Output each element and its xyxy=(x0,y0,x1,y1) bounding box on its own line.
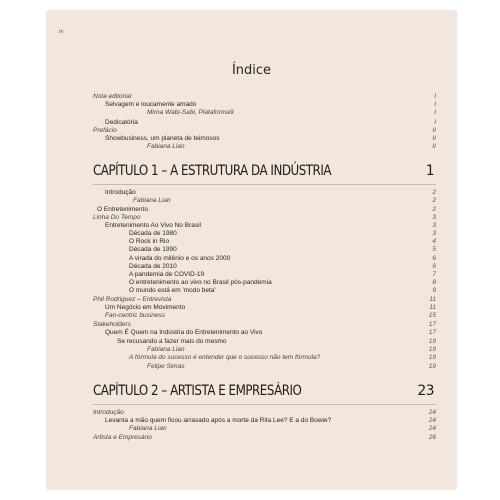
toc-entry-author: Fabiana Lian 19 xyxy=(147,346,436,353)
chapter-heading-1[interactable]: CAPÍTULO 1 – A ESTRUTURA DA INDÚSTRIA 1 xyxy=(93,163,434,179)
toc-entry-author: Fabiana Lian 24 xyxy=(129,425,436,432)
page-number: iv xyxy=(59,29,64,35)
chapter-divider xyxy=(93,404,436,405)
toc-entry[interactable]: Nota editorial I xyxy=(93,93,436,100)
toc-entry[interactable]: O entretenimento ao vivo no Brasil pós-pandemia 8 xyxy=(129,279,436,286)
toc-entry[interactable]: Se recusando a fazer mais do mesmo 19 xyxy=(117,338,436,345)
toc-entry[interactable]: Um Negócio em Movimento 11 xyxy=(105,304,436,311)
toc-entry-author: Mirna Wabi-Sabi, Plataforma9 I xyxy=(147,109,436,116)
toc-entry[interactable]: Dedicatória I xyxy=(105,119,436,126)
toc-entry[interactable]: Linha Do Tempo 3 xyxy=(93,214,436,221)
toc-entry[interactable]: Década de 1980 3 xyxy=(129,230,436,237)
toc-entry[interactable]: A fórmula do sucesso é entender que o sucesso não tem fórmula? 19 xyxy=(129,354,436,361)
toc-entry[interactable]: O mundo está em 'modo beta' 9 xyxy=(129,287,436,294)
toc-entry[interactable]: Selvagem e loucamente amado I xyxy=(105,101,436,108)
toc-entry[interactable]: Quem É Quem na Indústria do Entretenimento ao Vivo 17 xyxy=(105,329,436,336)
toc-entry[interactable]: Entretenimento Ao Vivo No Brasil 3 xyxy=(105,222,436,229)
toc-entry[interactable]: Showbusiness, um planeta de teimosos II xyxy=(105,135,436,142)
toc-entry[interactable]: Stakeholders 17 xyxy=(93,321,436,328)
toc-entry[interactable]: Introdução 24 xyxy=(93,409,436,416)
toc-entry[interactable]: Introdução 2 xyxy=(105,189,436,196)
toc-entry-author: Felipe Simas 19 xyxy=(147,363,436,370)
toc-entry[interactable]: A pandemia de COVID-19 7 xyxy=(129,271,436,278)
toc-entry[interactable]: O Rock in Rio 4 xyxy=(129,238,436,245)
toc-entry[interactable]: Levanta a mão quem ficou arrasado após a morte da Rita Lee? E a do Bowie? 24 xyxy=(105,417,436,424)
toc-entry-author: Fabiana Lian II xyxy=(147,143,436,150)
toc-entry[interactable]: Artista e Empresário 26 xyxy=(93,434,436,441)
toc-entry[interactable]: Década de 1990 5 xyxy=(129,246,436,253)
toc-title: Índice xyxy=(231,63,272,78)
toc-entry-author: Fabiana Lian 2 xyxy=(133,197,436,204)
toc-entry[interactable]: Prefácio II xyxy=(93,127,436,134)
book-page xyxy=(47,11,456,489)
chapter-heading-2[interactable]: CAPÍTULO 2 – ARTISTA E EMPRESÁRIO 23 xyxy=(93,383,434,399)
toc-entry[interactable]: Fan-centric business 15 xyxy=(105,312,436,319)
toc-entry[interactable]: A virada do milênio e os anos 2000 6 xyxy=(129,255,436,262)
chapter-divider xyxy=(93,184,436,185)
toc-entry[interactable]: O Entretenimento 2 xyxy=(97,206,436,213)
toc-entry[interactable]: Phil Rodriguez – Entrevista 11 xyxy=(93,296,436,303)
toc-entry[interactable]: Década de 2010 6 xyxy=(129,263,436,270)
